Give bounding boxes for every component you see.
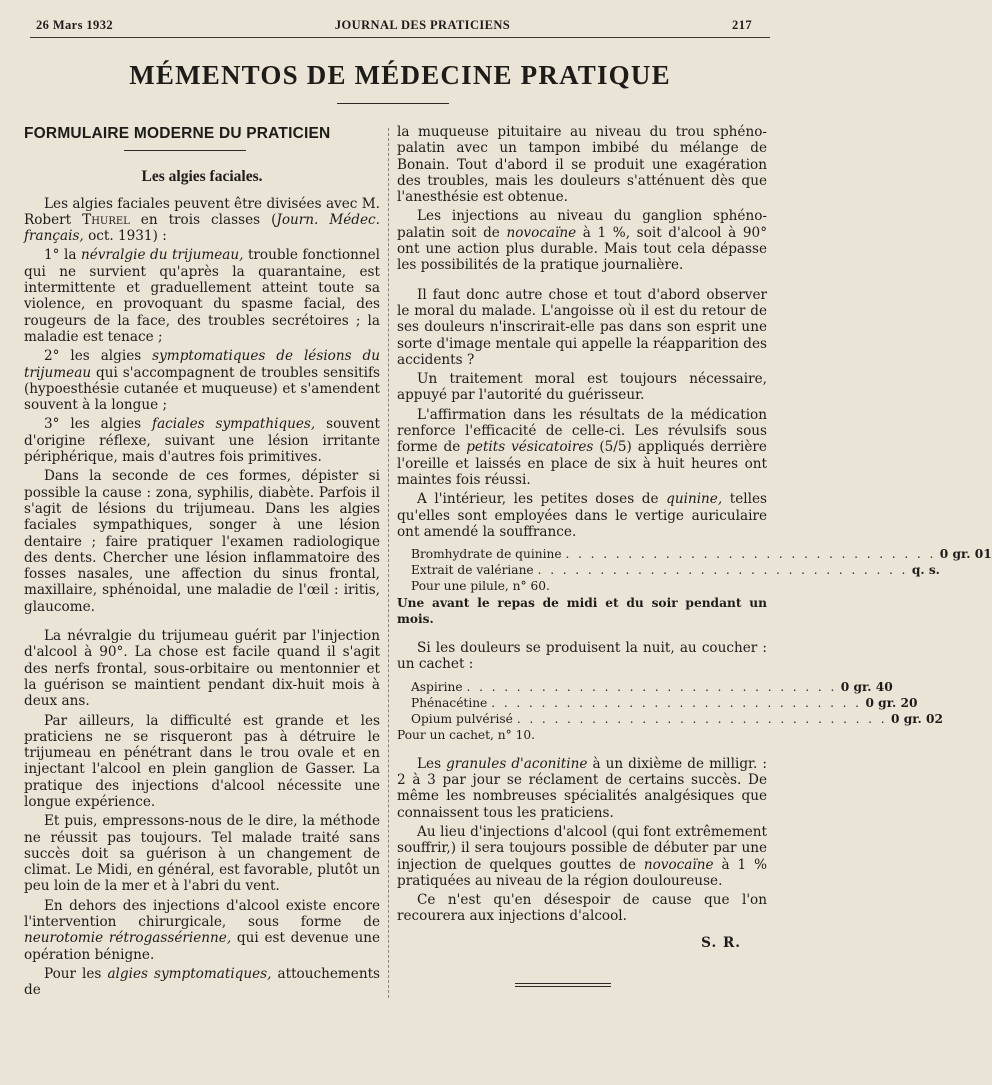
paragraph: Les algies faciales peuvent être divisées avec M. Robert Thurel en trois classes (Journ. Médec. français, oct. 1931) : (24, 195, 380, 245)
prescription-pills (397, 546, 992, 627)
author-name: Thurel (82, 211, 130, 228)
article-title: Les algies faciales. (141, 168, 263, 186)
journal-name: JOURNAL DES PRATICIENS (334, 18, 511, 32)
ingredient-dose: q. s. (911, 563, 940, 578)
paragraph: Dans la seconde de ces formes, dépister si possible la cause : zona, syphilis, diabète. Parfois il s'agit de lésions du trijumeau. Dans les algies faciales sympathiques, songer à une lésion dentaire ; faire pratiquer l'examen radiologique des dents. Chercher une lésion inflammatoire des fosses nasales, une affection du sinus frontal, maxillaire, sphénoidal, une maladie de l'œil : iritis, glaucome. (24, 468, 380, 615)
paragraph: 3° les algies faciales sympathiques, souvent d'origine réflexe, suivant une lésion irritante périphérique, mais d'autres fois primitives. (24, 416, 380, 466)
paragraph: Les granules d'aconitine à un dixième de milligr. : 2 à 3 par jour se réclament de certains succès. De même les nombreuses spécialités analgésiques que connaissent tous les praticiens. (397, 755, 768, 821)
prescription-note: Pour une pilule, n° 60. (411, 579, 550, 594)
paragraph: En dehors des injections d'alcool existe encore l'intervention chirurgicale, sous forme de neurotomie rétrogassérienne, qui est devenue une opération bénigne. (24, 897, 380, 963)
paragraph: Et puis, empressons-nous de le dire, la méthode ne réussit pas toujours. Tel malade traité sans succès doit sa guérison à un changement de climat. Le Midi, en général, est favorable, plutôt un peu loin de la mer et à l'abri du vent. (24, 813, 380, 895)
header-rule (30, 37, 770, 38)
prescription-cachet (397, 679, 943, 743)
paragraph: la muqueuse pituitaire au niveau du trou sphéno-palatin avec un tampon imbibé du mélange de Bonain. Tout d'abord il se produit une exagération des troubles, mais les douleurs s'atténuent dès que l'anesthésie est obtenue. (397, 124, 767, 206)
ingredient-name: Aspirine (411, 679, 463, 694)
page-title: MÉMENTOS DE MÉDECINE PRATIQUE (129, 60, 671, 90)
paragraph: Pour les algies symptomatiques, attouchements de (24, 965, 381, 999)
page-number: 217 (732, 18, 752, 32)
leader-dots: . . . . . . . . . . . . . . . . . . . . . . . . . . . . . . (516, 711, 887, 726)
title-rule (337, 103, 449, 104)
issue-date: 26 Mars 1932 (36, 18, 114, 32)
prescription-usage: Une avant le repas de midi et du soir pendant un mois. (397, 596, 767, 627)
ingredient-name: Phénacétine (411, 695, 488, 710)
paragraph: Ce n'est qu'en désespoir de cause que l'on recourera aux injections d'alcool. (397, 892, 767, 925)
paragraph: Les injections au niveau du ganglion sphéno-palatin soit de novocaïne à 1 %, soit d'alcool à 90° ont une action plus durable. Mais tout cela dépasse les possibilités de la pratique journalière. (397, 208, 767, 274)
prescription-line (397, 546, 992, 562)
ingredient-name: Extrait de valériane (411, 563, 534, 578)
paragraph: Par ailleurs, la difficulté est grande et les praticiens ne se risqueront pas à détruire le trijumeau en pénétrant dans le trou ovale et en injectant l'alcool en plein ganglion de Gasser. La pratique des injections d'alcool nécessite une longue expérience. (24, 712, 380, 810)
leader-dots: . . . . . . . . . . . . . . . . . . . . . . . . . . . . . . (537, 563, 908, 578)
paragraph: L'affirmation dans les résultats de la médication renforce l'efficacité de celle-ci. Les révulsifs sous forme de petits vésicatoires (5/5) appliqués derrière l'oreille et laissés en place de six à huit heures ont maintes fois réussi. (397, 406, 767, 488)
section-rule (124, 150, 246, 151)
leader-dots: . . . . . . . . . . . . . . . . . . . . . . . . . . . . . . (491, 695, 862, 710)
prescription-line (397, 679, 893, 695)
paragraph: Il faut donc autre chose et tout d'abord observer le moral du malade. L'angoisse où il est du retour de ses douleurs n'inscrirait-elle pas dans son esprit une sorte d'image mentale qui appelle la réapparition des accidents ? (397, 286, 767, 368)
end-rule (515, 983, 611, 987)
prescription-line (397, 562, 940, 578)
paragraph: Si les douleurs se produisent la nuit, au coucher : un cachet : (397, 640, 767, 673)
prescription-line (397, 711, 943, 727)
ingredient-name: Bromhydrate de quinine (411, 547, 562, 562)
author-signature: S. R. (701, 934, 741, 951)
ingredient-dose: 0 gr. 40 (840, 679, 893, 694)
leader-dots: . . . . . . . . . . . . . . . . . . . . . . . . . . . . . . (466, 679, 837, 694)
paragraph: A l'intérieur, les petites doses de quinine, telles qu'elles sont employées dans le vertige auriculaire ont amendé la souffrance. (397, 491, 767, 540)
leader-dots: . . . . . . . . . . . . . . . . . . . . . . . . . . . . . . (565, 547, 936, 562)
prescription-line (397, 695, 918, 711)
paragraph: La névralgie du trijumeau guérit par l'injection d'alcool à 90°. La chose est facile quand il s'agit des nerfs frontal, sous-orbitaire ou mentonnier et la guérison se maintient pendant dix-huit mois à deux ans. (24, 628, 380, 710)
paragraph: Au lieu d'injections d'alcool (qui font extrêmement souffrir,) il sera toujours possible de débuter par une injection de quelques gouttes de novocaïne à 1 % pratiquées au niveau de la région douloureuse. (397, 823, 767, 889)
ingredient-name: Opium pulvérisé (411, 711, 513, 726)
paragraph: 2° les algies symptomatiques de lésions du trijumeau qui s'accompagnent de troubles sensitifs (hypoesthésie cutanée et muqueuse) et s'amendent souvent à la longue ; (24, 348, 380, 414)
section-title: FORMULAIRE MODERNE DU PRATICIEN (24, 125, 331, 142)
paragraph: 1° la névralgie du trijumeau, trouble fonctionnel qui ne survient qu'après la quarantaine, est intermittente et graduellement atteint toute sa violence, en provoquant du spasme facial, des rougeurs de la face, des troubles secrétoires ; la maladie est tenace ; (24, 247, 380, 345)
ingredient-dose: 0 gr. 20 (865, 695, 918, 710)
left-column (24, 124, 380, 1002)
right-column (397, 124, 992, 987)
column-divider (388, 128, 389, 998)
running-head (36, 18, 752, 33)
ingredient-dose: 0 gr. 01 (939, 547, 992, 562)
prescription-note: Pour un cachet, n° 10. (397, 727, 535, 742)
paragraph: Un traitement moral est toujours nécessaire, appuyé par l'autorité du guérisseur. (397, 371, 767, 404)
ingredient-dose: 0 gr. 02 (890, 711, 943, 726)
journal-reference: Journ. Médec. français, (24, 211, 380, 245)
